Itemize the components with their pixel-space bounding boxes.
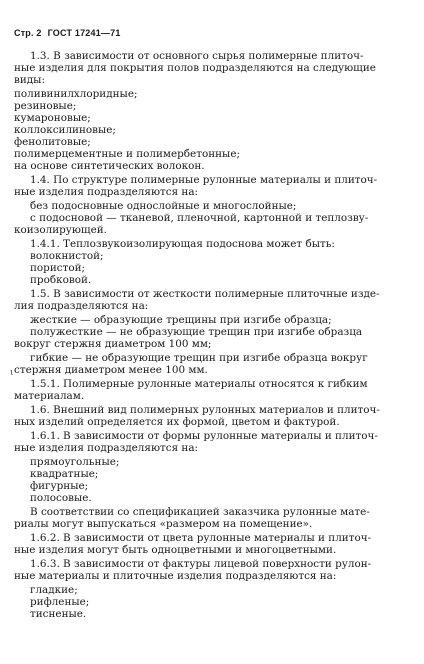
- text-line: рифленые;: [30, 596, 90, 608]
- text-line: риалы могут выпускаться «размером на помещение».: [14, 518, 313, 530]
- text-line: пористой;: [30, 262, 86, 274]
- text-line: полужесткие — не образующие трещин при изгибе образца: [30, 326, 363, 338]
- text-line: тисненые.: [30, 608, 87, 620]
- text-line: фенолитовые;: [14, 136, 91, 148]
- text-line: 1.6. Внешний вид полимерных рулонных материалов и плиточ-: [30, 404, 380, 416]
- text-line: 1.6.2. В зависимости от цвета рулонные материалы и плиточ-: [30, 532, 372, 544]
- text-line: лия подразделяются на:: [14, 300, 149, 312]
- text-line: 1.6.1. В зависимости от формы рулонные материалы и плиточ-: [30, 430, 378, 442]
- page-header: [14, 28, 121, 38]
- margin-mark: ι: [10, 368, 14, 378]
- text-line: 1.4.1. Теплозвукоизолирующая подоснова может быть:: [30, 238, 335, 250]
- text-line: прямоугольные;: [30, 456, 120, 468]
- text-line: 1.4. По структуре полимерные рулонные материалы и плиточ-: [30, 174, 378, 186]
- text-line: гладкие;: [30, 584, 78, 596]
- text-line: фигурные;: [30, 480, 89, 492]
- standard-number: ГОСТ 17241—71: [47, 28, 121, 38]
- text-line: ных изделий определяется их формой, цветом и фактурой.: [14, 416, 340, 428]
- text-line: материалам.: [14, 390, 85, 402]
- text-line: полимерцементные и полимербетонные;: [14, 148, 240, 160]
- text-line: 1.5. В зависимости от жесткости полимерные плиточные изде-: [30, 288, 380, 300]
- text-line: без подосновные однослойные и многослойные;: [30, 200, 297, 212]
- page-number: Стр. 2: [14, 28, 42, 38]
- text-line: 1.6.3. В зависимости от фактуры лицевой поверхности рулон-: [30, 558, 372, 570]
- text-line: В соответствии со спецификацией заказчика рулонные мате-: [30, 506, 370, 518]
- text-line: ные материалы и плиточные изделия подразделяются на:: [14, 570, 337, 582]
- text-line: ные изделия подразделяются на:: [14, 442, 199, 454]
- text-line: волокнистой;: [30, 250, 104, 262]
- text-line: коллоксилиновые;: [14, 124, 116, 136]
- text-line: виды:: [14, 74, 45, 86]
- text-line: 1.5.1. Полимерные рулонные материалы относятся к гибким: [30, 378, 368, 390]
- text-line: поливинилхлоридные;: [14, 88, 138, 100]
- text-line: ные изделия могут быть одноцветными и многоцветными.: [14, 544, 337, 556]
- text-line: стержня диаметром менее 100 мм.: [14, 364, 208, 376]
- text-line: кумароновые;: [14, 112, 91, 124]
- text-line: жесткие — образующие трещины при изгибе образца;: [30, 314, 332, 326]
- text-line: вокруг стержня диаметром 100 мм;: [14, 338, 212, 350]
- text-line: ные изделия для покрытия полов подразделяются на следующие: [14, 62, 376, 74]
- text-line: 1.3. В зависимости от основного сырья полимерные плиточ-: [30, 50, 364, 62]
- text-line: на основе синтетических волокон.: [14, 160, 205, 172]
- text-line: резиновые;: [14, 100, 77, 112]
- text-line: пробковой.: [30, 274, 92, 286]
- text-line: ные изделия подразделяются на:: [14, 186, 199, 198]
- text-line: с подосновой — тканевой, пленочной, картонной и теплозву-: [30, 212, 369, 224]
- text-line: гибкие — не образующие трещин при изгибе образца вокруг: [30, 352, 368, 364]
- text-line: полосовые.: [30, 492, 92, 504]
- text-line: коизолирующей.: [14, 224, 107, 236]
- text-line: квадратные;: [30, 468, 99, 480]
